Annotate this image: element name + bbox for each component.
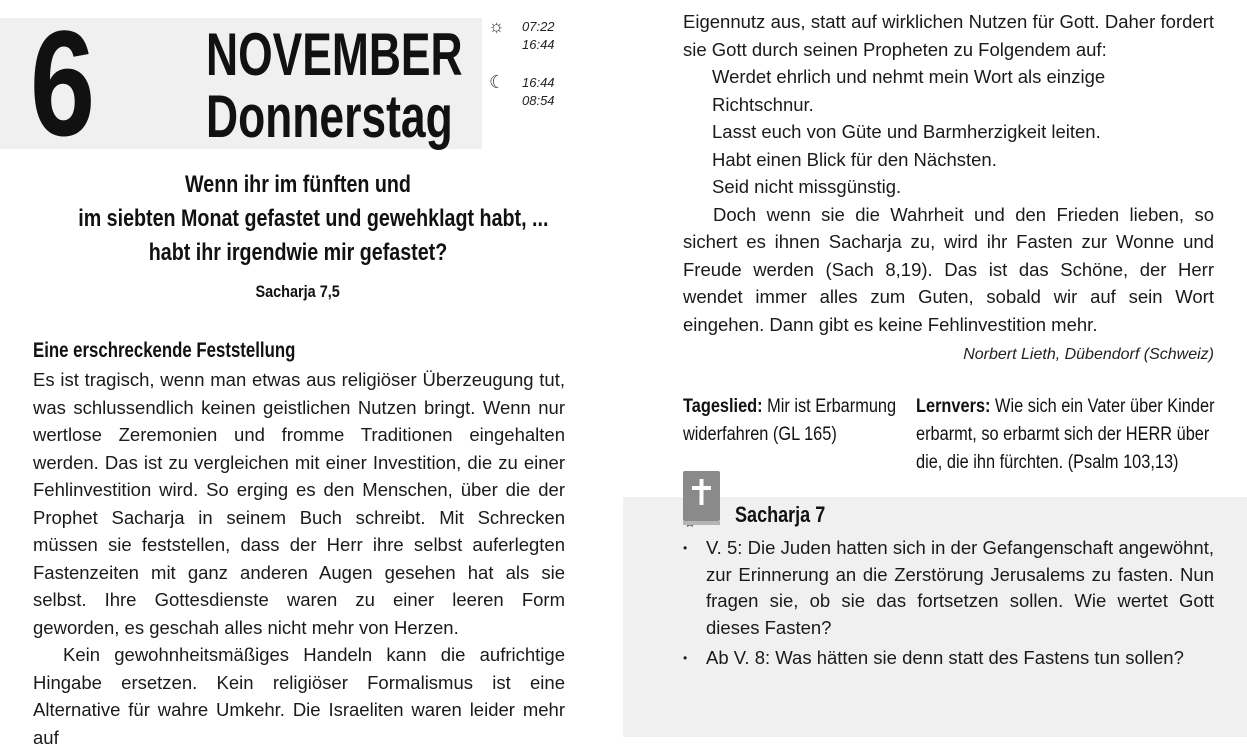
sunset-time: 16:44 [522, 37, 555, 52]
list-item: • V. 5: Die Juden hatten sich in der Gefangenschaft angewöhnt, zur Erinnerung an die Zerstörung Jerusalems zu fasten. Nun fragen sie, ob sie das fortsetzen sollen. Wie wertet Gott dieses Fasten? [683, 537, 1214, 638]
command-line: Seid nicht missgünstig. [712, 176, 902, 197]
crescent-moon-icon: ☾ [489, 72, 506, 92]
sun-icon: ☼ [488, 16, 505, 36]
devotional-paragraph: Es ist tragisch, wenn man etwas aus religiöser Überzeugung tut, was schlussendlich keinen geistlichen Nutzen bringt. Wenn nur wertlose Zeremonien und fromme Traditionen eingehalten werden. Das ist zu vergleichen mit einer Investition, die zu einer Fehlinvestition wird. So erging es den Menschen, über die der Prophet Sacharja in seinem Buch schreibt. Mit Schrecken müssen sie feststellen, dass der Herr ihre selbst auferlegten Fastenzeiten mit ganz anderen Augen gesehen hat als sie selbst. Ihre Gottesdienste waren zu einer leeren Form geworden, es geschah alles nicht mehr von Herzen. [33, 369, 565, 638]
verse-line: im siebten Monat gefastet und gewehklagt habt, ... [78, 205, 549, 232]
weekday-name: Donnerstag [206, 83, 453, 150]
command-line: Werdet ehrlich und nehmt mein Wort als einzige [712, 66, 1106, 87]
devotional-left-column [33, 338, 565, 751]
verse-of-the-day [30, 168, 566, 270]
devotional-paragraph: Eigennutz aus, statt auf wirklichen Nutzen für Gott. Daher fordert sie Gott durch seinen Propheten zu Folgendem auf: [683, 11, 1214, 60]
command-line: Richtschnur. [712, 93, 814, 115]
moonrise-time: 16:44 [522, 75, 555, 90]
devotional-right-column [683, 8, 1214, 366]
bullet-icon: • [683, 541, 688, 555]
bullet-icon: • [683, 651, 688, 665]
list-item: • Ab V. 8: Was hätten sie denn statt des Fastens tun sollen? [683, 645, 1214, 672]
tageslied-text: Mir ist Erbarmung widerfahren (GL 165) [683, 396, 897, 445]
month-name: NOVEMBER [206, 21, 463, 88]
command-line: Habt einen Blick für den Nächsten. [712, 148, 997, 170]
reading-questions [683, 535, 1214, 672]
lernvers-text: Wie sich ein Vater über Kinder erbarmt, so erbarmt sich der HERR über die, die ihn fürchten. (Psalm 103,13) [916, 396, 1215, 473]
day-number: 6 [30, 0, 91, 167]
moonset-time: 08:54 [522, 93, 555, 108]
command-line: Lasst euch von Güte und Barmherzigkeit leiten. [712, 121, 1101, 142]
bible-icon [682, 471, 722, 527]
tageslied [683, 393, 911, 449]
author-signature: Norbert Lieth, Dübendorf (Schweiz) [963, 346, 1214, 363]
tageslied-label: Tageslied: [683, 396, 763, 417]
verse-reference: Sacharja 7,5 [255, 282, 341, 301]
lernvers-label: Lernvers: [916, 396, 991, 417]
reading-title: Sacharja 7 [735, 502, 826, 527]
lernvers [916, 393, 1216, 477]
verse-line: habt ihr irgendwie mir gefastet? [148, 239, 448, 266]
devotional-paragraph: Doch wenn sie die Wahrheit und den Frieden lieben, so sichert es ihnen Sacharja zu, wird ihr Fasten zur Wonne und Freude werden (Sach 8,19). Das ist das Schöne, der Herr wendet immer alles zum Guten, sobald wir auf sein Wort eingehen. Dann gibt es keine Fehlinvestition mehr. [683, 203, 1214, 335]
devotional-paragraph: Kein gewohnheitsmäßiges Handeln kann die aufrichtige Hingabe ersetzen. Kein religiöser Formalismus ist eine Alternative für wahre Umkehr. Die Israeliten waren leider mehr auf [33, 644, 565, 748]
sunrise-time: 07:22 [522, 19, 555, 34]
devotional-heading: Eine erschreckende Feststellung [33, 339, 296, 362]
verse-line: Wenn ihr im fünften und [185, 171, 411, 198]
